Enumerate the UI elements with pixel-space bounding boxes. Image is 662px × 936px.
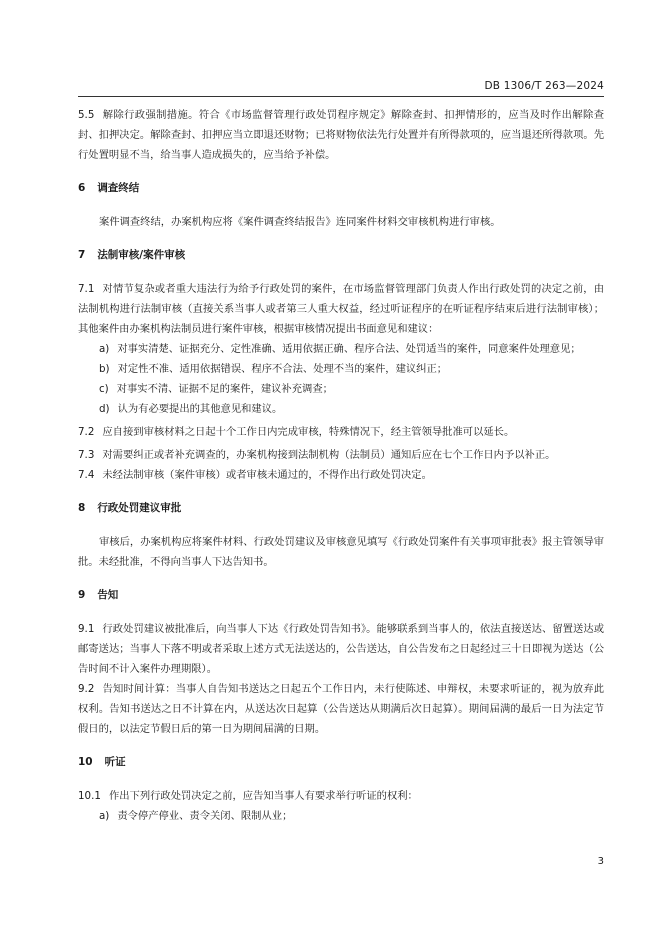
heading-number: 10 bbox=[78, 756, 93, 768]
clause-text: 解除行政强制措施。符合《市场监督管理行政处罚程序规定》解除查封、扣押情形的，应当及时作出解除查封、扣押决定。解除查封、扣押应当立即退还财物；已将财物依法先行处置并有所得款项的，应当退还所得款项。先行处置明显不当，给当事人造成损失的，应当给予补偿。 bbox=[78, 109, 604, 161]
clause-7-3 bbox=[78, 445, 604, 465]
clause-text: 对情节复杂或者重大违法行为给予行政处罚的案件，在市场监督管理部门负责人作出行政处罚的决定之前，由法制机构进行法制审核（直接关系当事人或者第三人重大权益，经过听证程序的在听证程序结束后进行法制审核）；其他案件由办案机构法制员进行案件审核，根据审核情况提出书面意见和建议： bbox=[78, 283, 604, 335]
list-item-c bbox=[78, 379, 604, 399]
clause-9-2 bbox=[78, 679, 604, 739]
heading-7 bbox=[78, 245, 604, 265]
clause-text: 未经法制审核（案件审核）或者审核未通过的，不得作出行政处罚决定。 bbox=[102, 469, 432, 481]
list-item-a bbox=[78, 806, 604, 826]
clause-text: 作出下列行政处罚决定之前，应告知当事人有要求举行听证的权利： bbox=[108, 790, 418, 802]
list-text: 对事实不清、证据不足的案件，建议补充调查； bbox=[116, 383, 333, 395]
heading-title: 行政处罚建议审批 bbox=[97, 502, 182, 514]
clause-7-4 bbox=[78, 465, 604, 485]
clause-number: 7.2 bbox=[78, 426, 95, 438]
list-marker: b) bbox=[99, 363, 110, 375]
clause-number: 5.5 bbox=[78, 109, 95, 121]
heading-number: 6 bbox=[78, 182, 86, 194]
heading-title: 听证 bbox=[104, 756, 126, 768]
document-body bbox=[78, 105, 604, 826]
heading-9 bbox=[78, 585, 604, 605]
list-marker: d) bbox=[99, 403, 110, 415]
list-item-a bbox=[78, 339, 604, 359]
list-item-d bbox=[78, 399, 604, 419]
clause-5-5 bbox=[78, 105, 604, 165]
list-item-b bbox=[78, 359, 604, 379]
clause-text: 告知时间计算：当事人自告知书送达之日起五个工作日内，未行使陈述、申辩权，未要求听证的，视为放弃此权利。告知书送达之日不计算在内，从送达次日起算（公告送达从期满后次日起算）。期间届满的最后一日为法定节假日的，以法定节假日后的第一日为期间届满的日期。 bbox=[78, 683, 604, 735]
clause-number: 9.1 bbox=[78, 623, 95, 635]
clause-text: 应自接到审核材料之日起十个工作日内完成审核，特殊情况下，经主管领导批准可以延长。 bbox=[102, 426, 515, 438]
list-text: 对定性不准、适用依据错误、程序不合法、处理不当的案件，建议纠正； bbox=[117, 363, 448, 375]
clause-number: 10.1 bbox=[78, 790, 101, 802]
page-number: 3 bbox=[597, 856, 604, 867]
document-id: DB 1306/T 263—2024 bbox=[484, 80, 604, 92]
paragraph-6: 案件调查终结，办案机构应将《案件调查终结报告》连同案件材料交审核机构进行审核。 bbox=[99, 216, 501, 228]
heading-title: 调查终结 bbox=[97, 182, 140, 194]
clause-7-2 bbox=[78, 422, 604, 442]
list-text: 认为有必要提出的其他意见和建议。 bbox=[117, 403, 283, 415]
clause-9-1 bbox=[78, 619, 604, 679]
heading-10 bbox=[78, 752, 604, 772]
heading-number: 9 bbox=[78, 589, 86, 601]
clause-number: 7.4 bbox=[78, 469, 95, 481]
heading-number: 8 bbox=[78, 502, 86, 514]
clause-7-1 bbox=[78, 279, 604, 339]
heading-title: 法制审核/案件审核 bbox=[97, 249, 186, 261]
heading-title: 告知 bbox=[97, 589, 119, 601]
heading-6 bbox=[78, 178, 604, 198]
list-marker: a) bbox=[99, 810, 110, 822]
clause-number: 9.2 bbox=[78, 683, 95, 695]
clause-number: 7.1 bbox=[78, 283, 95, 295]
heading-number: 7 bbox=[78, 249, 86, 261]
clause-number: 7.3 bbox=[78, 449, 95, 461]
clause-10-1 bbox=[78, 786, 604, 806]
heading-8 bbox=[78, 498, 604, 518]
list-text: 对事实清楚、证据充分、定性准确、适用依据正确、程序合法、处罚适当的案件，同意案件处理意见； bbox=[117, 343, 581, 355]
clause-text: 对需要纠正或者补充调查的，办案机构接到法制机构（法制员）通知后应在七个工作日内予以补正。 bbox=[102, 449, 556, 461]
clause-text: 行政处罚建议被批准后，向当事人下达《行政处罚告知书》。能够联系到当事人的，依法直接送达、留置送达或邮寄送达；当事人下落不明或者采取上述方式无法送达的，公告送达，自公告发布之日起经过三十日即视为送达（公告时间不计入案件办理期限）。 bbox=[78, 623, 604, 675]
list-marker: a) bbox=[99, 343, 110, 355]
header-divider bbox=[78, 96, 604, 97]
list-text: 责令停产停业、责令关闭、限制从业； bbox=[117, 810, 293, 822]
paragraph-8: 审核后，办案机构应将案件材料、行政处罚建议及审核意见填写《行政处罚案件有关事项审批表》报主管领导审批。未经批准，不得向当事人下达告知书。 bbox=[78, 536, 604, 568]
list-marker: c) bbox=[99, 383, 109, 395]
